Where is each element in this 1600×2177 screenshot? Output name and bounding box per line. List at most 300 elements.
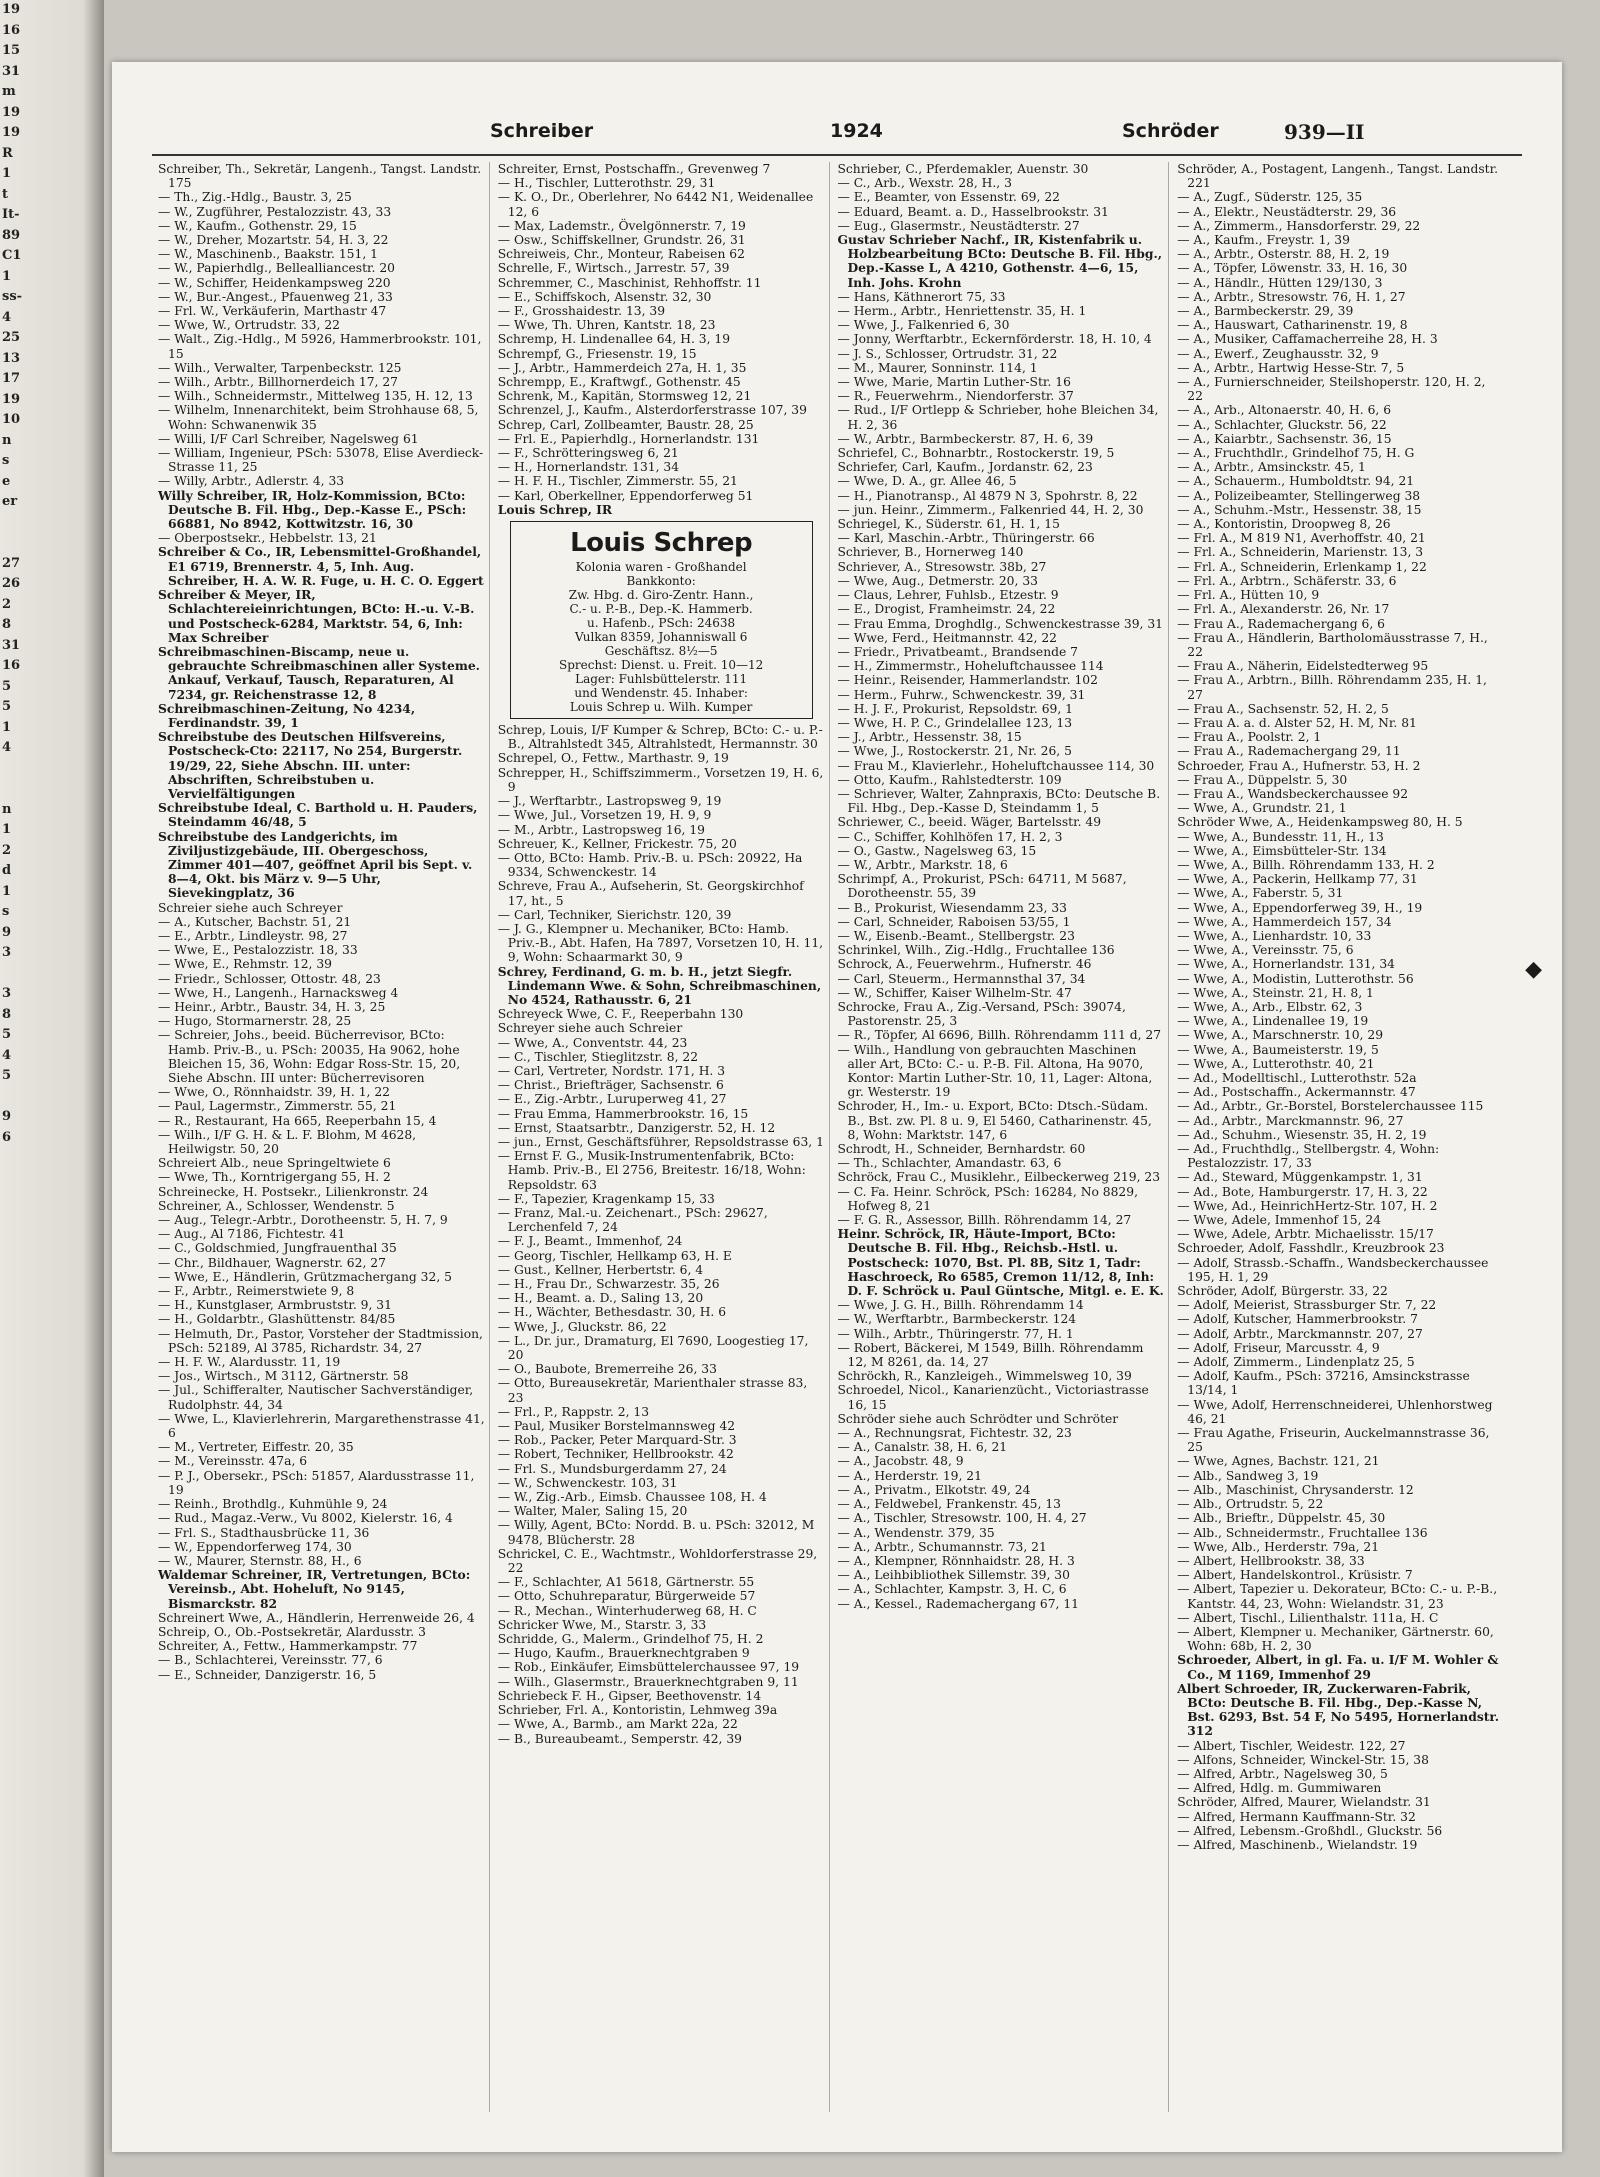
prev-page-fragment: 5 — [2, 1027, 12, 1042]
directory-entry: — J. G., Klempner u. Mechaniker, BCto: Hamb. Priv.-B., Abt. Hafen, Ha 7897, Vorsetzen 10, H. 11, 9, Wohn: Schaarmarkt 30, 9 — [497, 921, 824, 965]
directory-entry: — A., Arbtr., Osterstr. 88, H. 2, 19 — [1177, 247, 1390, 262]
directory-entry: — Wwe, D. A., gr. Allee 46, 5 — [837, 474, 1017, 489]
directory-entry: — C., Arb., Wexstr. 28, H., 3 — [837, 176, 1012, 191]
directory-entry: Schröder, Alfred, Maurer, Wielandstr. 31 — [1177, 1795, 1431, 1810]
directory-entry: — Wwe, E., Pestalozzistr. 18, 33 — [158, 943, 358, 958]
directory-entry: Schricker Wwe, M., Starstr. 3, 33 — [497, 1617, 707, 1632]
directory-entry: — Wwe, J., Rostockerstr. 21, Nr. 26, 5 — [837, 744, 1072, 759]
directory-entry: Schreibmaschinen-Zeitung, No 4234, Ferdinandstr. 39, 1 — [158, 700, 416, 730]
directory-entry: Schrep, Carl, Zollbeamter, Baustr. 28, 25 — [497, 417, 754, 432]
prev-page-fragment: 5 — [2, 1068, 12, 1083]
prev-page-fragment: s — [2, 904, 10, 919]
directory-entry: — K. O., Dr., Oberlehrer, No 6442 N1, Weidenallee 12, 6 — [497, 190, 814, 219]
directory-entry: — A., Arbtr., Hartwig Hesse-Str. 7, 5 — [1177, 360, 1405, 375]
directory-entry: — A., Kaiarbtr., Sachsenstr. 36, 15 — [1177, 431, 1392, 446]
directory-entry: — A., Tischler, Stresowstr. 100, H. 4, 27 — [837, 1511, 1087, 1526]
prev-page-fragment: 9 — [2, 924, 12, 940]
directory-entry: — Frl. A., Hütten 10, 9 — [1177, 588, 1320, 603]
directory-entry: — A., Jacobstr. 48, 9 — [837, 1454, 964, 1469]
directory-entry: — Frl., P., Rappstr. 2, 13 — [497, 1404, 650, 1419]
prev-page-fragment — [0, 964, 104, 985]
directory-entry: — B., Schlachterei, Vereinsstr. 77, 6 — [158, 1653, 383, 1668]
column-4 — [1177, 162, 1508, 2112]
directory-entry: — Ad., Modelltischl., Lutterothstr. 52a — [1177, 1071, 1417, 1085]
directory-entry: — F., Tapezier, Kragenkamp 15, 33 — [497, 1191, 715, 1206]
directory-entry: — Alfons, Schneider, Winckel-Str. 15, 38 — [1177, 1752, 1429, 1767]
advertisement-line: Sprechst: Dienst. u. Freit. 10—12 — [558, 658, 764, 673]
directory-entry: — A., Klempner, Rönnhaidstr. 28, H. 3 — [837, 1553, 1075, 1568]
directory-entry: — Helmuth, Dr., Pastor, Vorsteher der Stadtmission, PSch: 52189, Al 3785, Richardstr. 34, 27 — [158, 1326, 483, 1355]
directory-entry: Schröder Wwe, A., Heidenkampsweg 80, H. 5 — [1177, 815, 1463, 830]
directory-entry: — Christ., Briefträger, Sachsenstr. 6 — [497, 1078, 724, 1093]
prev-page-fragment: 31 — [2, 637, 21, 653]
directory-entry: — Frl. S., Stadthausbrücke 11, 36 — [158, 1525, 370, 1540]
directory-entry: — Wilh., Arbtr., Thüringerstr. 77, H. 1 — [837, 1326, 1074, 1341]
directory-entry: — Ad., Arbtr., Gr.-Borstel, Borstelerchaussee 115 — [1177, 1099, 1484, 1114]
directory-entry: — E., Arbtr., Lindleystr. 98, 27 — [158, 928, 348, 943]
directory-entry: — B., Bureaubeamt., Semperstr. 42, 39 — [497, 1731, 742, 1746]
prev-page-fragment: 9 — [2, 1109, 12, 1124]
directory-entry: — W., Schiffer, Kaiser Wilhelm-Str. 47 — [837, 985, 1072, 1000]
directory-entry: — W., Maschinenb., Baakstr. 151, 1 — [158, 247, 378, 262]
directory-entry: — Frau M., Klavierlehr., Hoheluftchaussee 114, 30 — [837, 758, 1155, 773]
header-year: 1924 — [830, 120, 883, 142]
directory-entry: Schreip, O., Ob.-Postsekretär, Alardusstr. 3 — [158, 1624, 426, 1639]
directory-entry: — Carl, Techniker, Sierichstr. 120, 39 — [497, 907, 732, 922]
directory-entry: — A., Kontoristin, Droopweg 8, 26 — [1177, 517, 1391, 532]
directory-entry: — A., Händlr., Hütten 129/130, 3 — [1177, 275, 1383, 290]
directory-entry: — Wwe, A., Lindenallee 19, 19 — [1177, 1014, 1369, 1029]
directory-entry: — Hugo, Stormarnerstr. 28, 25 — [158, 1014, 352, 1029]
directory-entry: — H. J. F., Prokurist, Repsoldstr. 69, 1 — [837, 701, 1074, 716]
directory-entry: — Alfred, Hdlg. m. Gummiwaren — [1177, 1781, 1382, 1796]
directory-entry: — Wwe, J., Falkenried 6, 30 — [837, 318, 1010, 333]
directory-entry: — Alb., Brieftr., Düppelstr. 45, 30 — [1177, 1511, 1386, 1526]
directory-entry: — Wwe, Adolf, Herrenschneiderei, Uhlenhorstweg 46, 21 — [1177, 1397, 1493, 1426]
directory-entry: — Ad., Fruchthdlg., Stellbergstr. 4, Wohn: Pestalozzistr. 17, 33 — [1177, 1142, 1440, 1171]
directory-entry: Schrelle, F., Wirtsch., Jarrestr. 57, 39 — [497, 261, 730, 276]
directory-entry: — Ad., Steward, Müggenkampstr. 1, 31 — [1177, 1170, 1423, 1185]
directory-entry: — J. S., Schlosser, Ortrudstr. 31, 22 — [837, 346, 1058, 361]
directory-entry: — P. J., Obersekr., PSch: 51857, Alardusstrasse 11, 19 — [158, 1468, 475, 1497]
directory-entry: — Frau Emma, Droghdlg., Schwenckestrasse 39, 31 — [837, 616, 1164, 631]
directory-entry: — Herm., Fuhrw., Schwenckestr. 39, 31 — [837, 687, 1086, 702]
prev-page-fragment — [0, 779, 104, 800]
directory-entry: — Alfred, Maschinenb., Wielandstr. 19 — [1177, 1837, 1418, 1852]
prev-page-fragment: ss- — [2, 289, 23, 304]
directory-entry: — Friedr., Schlosser, Ottostr. 48, 23 — [158, 971, 381, 986]
directory-entry: — Robert, Techniker, Hellbrookstr. 42 — [497, 1447, 734, 1462]
directory-entry: — Wwe, A., Hornerlandstr. 131, 34 — [1177, 957, 1395, 972]
column-1 — [158, 162, 490, 2112]
directory-entry: — Alb., Schneidermstr., Fruchtallee 136 — [1177, 1525, 1428, 1540]
prev-page-fragment: m — [2, 84, 16, 99]
prev-page-fragment: 1 — [2, 268, 12, 284]
directory-entry: Schridde, G., Malerm., Grindelhof 75, H. 2 — [497, 1632, 764, 1647]
directory-entry: — H., Tischler, Lutterothstr. 29, 31 — [497, 176, 716, 191]
advertisement-line: C.- u. P.-B., Dep.-K. Hammerb. — [569, 602, 753, 617]
directory-entry: Schroder, H., Im.- u. Export, BCto: Dtsch.-Südam. B., Bst. zw. Pl. 8 u. 9, El 5460, Catharinenstr. 45, 8, Wohn: Marktstr. 147, 6 — [837, 1099, 1152, 1142]
directory-entry: — M., Maurer, Sonninstr. 114, 1 — [837, 360, 1038, 375]
directory-entry: — Wwe, A., Eimsbütteler-Str. 134 — [1177, 843, 1387, 858]
directory-entry: — Adolf, Strassb.-Schaffn., Wandsbeckerchaussee 195, H. 1, 29 — [1177, 1255, 1489, 1284]
directory-entry: — F. G. R., Assessor, Billh. Röhrendamm 14, 27 — [837, 1213, 1132, 1228]
prev-page-fragment: 5 — [2, 678, 12, 694]
directory-entry: — H., Pianotransp., Al 4879 N 3, Spohrstr. 8, 22 — [837, 488, 1138, 503]
directory-entry: — A., Furnierschneider, Steilshoperstr. 120, H. 2, 22 — [1177, 375, 1486, 404]
directory-entry: — Karl, Oberkellner, Eppendorferweg 51 — [497, 488, 754, 503]
prev-page-fragment: 5 — [2, 699, 12, 714]
directory-entry: — Wwe, A., Packerin, Hellkamp 77, 31 — [1177, 872, 1418, 887]
prev-page-fragment: 6 — [2, 1129, 12, 1145]
directory-entry: — C., Schiffer, Kohlhöfen 17, H. 2, 3 — [837, 829, 1063, 844]
directory-entry: — Wwe, E., Händlerin, Grützmachergang 32, 5 — [158, 1269, 452, 1284]
prev-page-fragment: 3 — [2, 945, 12, 960]
directory-entry: — Wilh., Arbtr., Billhornerdeich 17, 27 — [158, 375, 398, 390]
directory-entry: Schrieber, Frl. A., Kontoristin, Lehmweg 39a — [497, 1703, 778, 1718]
header-last-name: Schröder — [1122, 120, 1219, 142]
directory-entry: — Hans, Käthnerort 75, 33 — [837, 289, 1006, 304]
advertisement-line: Vulkan 8359, Johanniswall 6 — [574, 630, 748, 645]
directory-entry: Schreiber & Co., IR, Lebensmittel-Großhandel, E1 6719, Brennerstr. 4, 5, Inh. Aug. Schreiber, H. A. W. R. Fuge, u. H. C. O. Eggert — [158, 544, 484, 588]
directory-entry: Schriefer, Carl, Kaufm., Jordanstr. 62, 23 — [837, 460, 1093, 475]
prev-page-fragment — [0, 1087, 104, 1108]
directory-entry: — Paul, Lagermstr., Zimmerstr. 55, 21 — [158, 1099, 397, 1114]
directory-entry: — A., Schauerm., Humboldtstr. 94, 21 — [1177, 474, 1415, 489]
directory-entry: Schroeder, Adolf, Fasshdlr., Kreuzbrook 23 — [1177, 1241, 1445, 1256]
directory-entry: — A., Schlachter, Kampstr. 3, H. C, 6 — [837, 1582, 1067, 1597]
directory-entry: — R., Restaurant, Ha 665, Reeperbahn 15, 4 — [158, 1113, 437, 1128]
directory-entry: Schrep, Louis, I/F Kumper & Schrep, BCto: C.- u. P.-B., Altrahlstedt 345, Altrahlstedt, Hermannstr. 30 — [497, 723, 823, 752]
directory-entry: — Wwe, A., Lienhardstr. 10, 33 — [1177, 928, 1372, 943]
directory-entry: — Wwe, J. G. H., Billh. Röhrendamm 14 — [837, 1298, 1084, 1313]
directory-entry: — C., Goldschmied, Jungfrauenthal 35 — [158, 1241, 397, 1256]
directory-entry: — Frau A., Händlerin, Bartholomäusstrasse 7, H., 22 — [1177, 630, 1488, 659]
directory-entry: — A., Elektr., Neustädterstr. 29, 36 — [1177, 204, 1397, 219]
directory-entry: — Carl, Vertreter, Nordstr. 171, H. 3 — [497, 1063, 726, 1078]
directory-entry: — Frau A., Näherin, Eidelstedterweg 95 — [1177, 659, 1429, 674]
directory-entry: — Wwe, A., Eppendorferweg 39, H., 19 — [1177, 900, 1423, 915]
directory-entry: — E., Beamter, von Essenstr. 69, 22 — [837, 190, 1060, 205]
directory-entry: Schreyeck Wwe, C. F., Reeperbahn 130 — [497, 1007, 744, 1022]
directory-entry: — Wwe, Adele, Immenhof 15, 24 — [1177, 1213, 1382, 1228]
directory-entry: — Willi, I/F Carl Schreiber, Nagelsweg 61 — [158, 431, 419, 446]
directory-entry: — E., Schneider, Danzigerstr. 16, 5 — [158, 1667, 377, 1682]
directory-entry: Schreiner, A., Schlosser, Wendenstr. 5 — [158, 1198, 395, 1213]
directory-entry: — Schriever, Walter, Zahnpraxis, BCto: Deutsche B. Fil. Hbg., Dep.-Kasse D, Steindamm 1, 5 — [837, 786, 1161, 816]
directory-entry: — Wwe, O., Rönnhaidstr. 39, H. 1, 22 — [158, 1085, 391, 1100]
directory-entry: — Wwe, A., Bundesstr. 11, H., 13 — [1177, 829, 1384, 844]
directory-entry: — W., Werftarbtr., Barmbeckerstr. 124 — [837, 1312, 1077, 1327]
directory-entry: Schrey, Ferdinand, G. m. b. H., jetzt Siegfr. Lindemann Wwe. & Sohn, Schreibmaschinen, No 4524, Rathausstr. 6, 21 — [497, 963, 822, 1007]
advertisement-line: und Wendenstr. 45. Inhaber: — [574, 686, 748, 701]
directory-entry: — A., Hauswart, Catharinenstr. 19, 8 — [1177, 318, 1408, 333]
directory-entry: — J., Arbtr., Hammerdeich 27a, H. 1, 35 — [497, 360, 747, 375]
directory-entry: — H., Wächter, Bethesdastr. 30, H. 6 — [497, 1305, 727, 1320]
directory-entry: — Wwe, A., Hammerdeich 157, 34 — [1177, 914, 1392, 929]
directory-entry: Albert Schroeder, IR, Zuckerwaren-Fabrik, BCto: Deutsche B. Fil. Hbg., Dep.-Kasse N, Bst. 6293, Bst. 54 F, No 5495, Hornerlandstr. 312 — [1177, 1680, 1500, 1739]
directory-entry: — M., Vertreter, Eiffestr. 20, 35 — [158, 1440, 354, 1455]
directory-entry: — Wilh., Verwalter, Tarpenbeckstr. 125 — [158, 360, 402, 375]
directory-entry: Schreinert Wwe, A., Händlerin, Herrenweide 26, 4 — [158, 1610, 475, 1625]
directory-entry: Schrinkel, Wilh., Zig.-Hdlg., Fruchtallee 136 — [837, 943, 1115, 958]
prev-page-fragment: s — [2, 453, 10, 468]
directory-entry: Heinr. Schröck, IR, Häute-Import, BCto: Deutsche B. Fil. Hbg., Reichsb.-Hstl. u. Postscheck: 1070, Bst. Pl. 8B, Sitz 1, Tadr: Haschroeck, Ro 6585, Cremon 11/12, 8, Inh: D. F. Schröck u. Paul Güntsche, Mitgl. e. E. K. — [837, 1226, 1164, 1299]
directory-entry: — R., Töpfer, Al 6696, Billh. Röhrendamm 111 d, 27 — [837, 1028, 1162, 1043]
directory-entry: Willy Schreiber, IR, Holz-Kommission, BCto: Deutsche B. Fil. Hbg., Dep.-Kasse E., PSch: 66881, No 8942, Kottwitzstr. 16, 30 — [158, 487, 467, 532]
prev-page-fragment: 10 — [2, 412, 21, 427]
directory-entry: — A., Canalstr. 38, H. 6, 21 — [837, 1440, 1008, 1455]
directory-entry: — W., Eppendorferweg 174, 30 — [158, 1539, 352, 1554]
directory-entry: — W., Dreher, Mozartstr. 54, H. 3, 22 — [158, 233, 389, 248]
directory-entry: — Ad., Schuhm., Wiesenstr. 35, H. 2, 19 — [1177, 1127, 1427, 1142]
directory-entry: — Wwe, Th. Uhren, Kantstr. 18, 23 — [497, 318, 716, 333]
directory-entry: — W., Arbtr., Barmbeckerstr. 87, H. 6, 39 — [837, 431, 1094, 446]
directory-entry: — A., Schlachter, Gluckstr. 56, 22 — [1177, 417, 1387, 432]
directory-entry: Schrempf, G., Friesenstr. 19, 15 — [497, 346, 697, 361]
directory-entry: Schriever, B., Hornerweg 140 — [837, 545, 1024, 560]
directory-entry: — W., Kaufm., Gothenstr. 29, 15 — [158, 218, 357, 233]
directory-entry: — William, Ingenieur, PSch: 53078, Elise Averdieck-Strasse 11, 25 — [158, 446, 484, 475]
prev-page-fragment: R — [2, 145, 13, 161]
directory-entry: — H., Zimmermstr., Hoheluftchaussee 114 — [837, 659, 1104, 674]
prev-page-fragment: 13 — [2, 350, 21, 366]
directory-entry: — Alb., Sandweg 3, 19 — [1177, 1468, 1319, 1483]
directory-entry: — Wwe, A., Steinstr. 21, H. 8, 1 — [1177, 985, 1374, 1000]
directory-entry: — Wwe, Adele, Arbtr. Michaelisstr. 15/17 — [1177, 1227, 1434, 1242]
directory-entry: — Wwe, A., Marschnerstr. 10, 29 — [1177, 1028, 1384, 1043]
directory-entry: — Wwe, Jul., Vorsetzen 19, H. 9, 9 — [497, 808, 712, 823]
advertisement-line: Louis Schrep u. Wilh. Kumper — [569, 700, 753, 715]
directory-entry: — A., Arbtr., Schumannstr. 73, 21 — [837, 1539, 1047, 1554]
directory-entry: Schröckh, R., Kanzleigeh., Wimmelsweg 10, 39 — [837, 1369, 1132, 1384]
directory-entry: Gustav Schrieber Nachf., IR, Kistenfabrik u. Holzbearbeitung BCto: Deutsche B. Fil. Hbg., Dep.-Kasse L, A 4210, Gothenstr. 4—6, 15, Inh. Johs. Krohn — [837, 232, 1163, 290]
advertisement-line: Kolonia waren - Großhandel — [575, 560, 747, 575]
directory-entry: — Alfred, Arbtr., Nagelsweg 30, 5 — [1177, 1766, 1388, 1781]
directory-entry: — R., Feuerwehrm., Niendorferstr. 37 — [837, 389, 1074, 404]
directory-entry: — Rob., Packer, Peter Marquard-Str. 3 — [497, 1433, 737, 1448]
directory-entry: — Adolf, Arbtr., Marckmannstr. 207, 27 — [1177, 1326, 1423, 1341]
directory-entry: — W., Schiffer, Heidenkampsweg 220 — [158, 275, 391, 290]
directory-entry: — Rud., Magaz.-Verw., Vu 8002, Kielerstr. 16, 4 — [158, 1511, 453, 1526]
advertisement-line: Lager: Fuhlsbüttelerstr. 111 — [575, 672, 748, 687]
header-rule — [152, 154, 1522, 156]
directory-entry: — A., Herderstr. 19, 21 — [837, 1468, 982, 1483]
directory-entry: — Albert, Hellbrookstr. 38, 33 — [1177, 1553, 1365, 1568]
directory-columns — [158, 162, 1508, 2112]
directory-entry: — Wwe, H. P. C., Grindelallee 123, 13 — [837, 715, 1073, 730]
header-first-name: Schreiber — [490, 120, 594, 142]
directory-entry: — Frl. A., M 819 N1, Averhoffstr. 40, 21 — [1177, 531, 1426, 546]
directory-entry: — A., Privatm., Elkotstr. 49, 24 — [837, 1482, 1031, 1497]
directory-entry: — E., Schiffskoch, Alsenstr. 32, 30 — [497, 289, 712, 304]
directory-entry: — Frl. A., Arbtrn., Schäferstr. 33, 6 — [1177, 573, 1397, 588]
directory-entry: — H. F. H., Tischler, Zimmerstr. 55, 21 — [497, 474, 738, 489]
directory-entry: — Paul, Musiker Borstelmannsweg 42 — [497, 1419, 736, 1434]
directory-entry: — A., Arb., Altonaerstr. 40, H. 6, 6 — [1177, 403, 1392, 418]
directory-entry: — Wilhelm, Innenarchitekt, beim Strohhause 68, 5, Wohn: Schwanenwik 35 — [158, 403, 479, 432]
directory-entry: — Frl. A., Alexanderstr. 26, Nr. 17 — [1177, 602, 1390, 617]
directory-entry: Schreier siehe auch Schreyer — [158, 900, 343, 915]
directory-entry: — Wilh., Schneidermstr., Mittelweg 135, H. 12, 13 — [158, 389, 473, 404]
directory-entry: — W., Bur.-Angest., Pfauenweg 21, 33 — [158, 289, 393, 304]
directory-entry: Schröder siehe auch Schrödter und Schröter — [837, 1411, 1119, 1426]
prev-page-fragment: 8 — [2, 1006, 12, 1022]
directory-entry: — W., Schwenckestr. 103, 31 — [497, 1475, 678, 1490]
prev-page-fragment: 16 — [2, 22, 21, 38]
directory-entry: Schreuer, K., Kellner, Frickestr. 75, 20 — [497, 836, 737, 851]
directory-entry: — H., Beamt. a. D., Saling 13, 20 — [497, 1291, 704, 1306]
directory-entry: — Adolf, Zimmerm., Lindenplatz 25, 5 — [1177, 1355, 1415, 1370]
directory-entry: — A., Rechnungsrat, Fichtestr. 32, 23 — [837, 1426, 1072, 1441]
directory-entry: — Ernst F. G., Musik-Instrumentenfabrik, BCto: Hamb. Priv.-B., El 2756, Breitestr. 16/18, Wohn: Repsoldstr. 63 — [497, 1149, 806, 1192]
directory-entry: — F. J., Beamt., Immenhof, 24 — [497, 1234, 683, 1249]
directory-entry: — A., Fruchthdlr., Grindelhof 75, H. G — [1177, 446, 1415, 461]
directory-entry: — A., Ewerf., Zeughausstr. 32, 9 — [1177, 346, 1379, 361]
directory-entry: Schreyer siehe auch Schreier — [497, 1021, 683, 1036]
directory-entry: Schrocke, Frau A., Zig.-Versand, PSch: 39074, Pastorenstr. 25, 3 — [837, 999, 1126, 1029]
advertisement-line: Geschäftsz. 8½—5 — [604, 644, 718, 659]
prev-page-fragment: 1 — [2, 166, 12, 181]
directory-entry: — A., Feldwebel, Frankenstr. 45, 13 — [837, 1497, 1061, 1512]
margin-mark: ◆ — [1525, 957, 1542, 982]
advertisement-line: Bankkonto: — [626, 574, 696, 589]
advertisement-title: Louis Schrep — [570, 528, 753, 559]
prev-page-fragment: 1 — [2, 822, 12, 837]
directory-entry: — Eug., Glasermstr., Neustädterstr. 27 — [837, 218, 1080, 233]
directory-entry: — Walt., Zig.-Hdlg., M 5926, Hammerbrookstr. 101, 15 — [158, 332, 482, 361]
directory-entry: — Rob., Einkäufer, Eimsbüttelerchaussee 97, 19 — [497, 1660, 800, 1675]
directory-entry: Schreiter, Ernst, Postschaffn., Grevenweg 7 — [497, 162, 771, 176]
directory-entry: — Alfred, Hermann Kauffmann-Str. 32 — [1177, 1809, 1416, 1824]
directory-entry: — W., Arbtr., Markstr. 18, 6 — [837, 857, 1008, 872]
directory-entry: — Wwe, A., Conventstr. 44, 23 — [497, 1035, 688, 1050]
prev-page-fragment: 19 — [2, 125, 21, 140]
prev-page-fragment — [0, 759, 104, 780]
directory-entry: — O., Gastw., Nagelsweg 63, 15 — [837, 843, 1037, 858]
column-3 — [838, 162, 1170, 2112]
directory-entry: — Wwe, Ad., HeinrichHertz-Str. 107, H. 2 — [1177, 1198, 1438, 1213]
prev-page-fragment: 4 — [2, 309, 12, 325]
directory-entry: — Willy, Agent, BCto: Nordd. B. u. PSch: 32012, M 9478, Blücherstr. 28 — [497, 1518, 815, 1547]
directory-entry: — Chr., Bildhauer, Wagnerstr. 62, 27 — [158, 1255, 386, 1270]
directory-entry: — Otto, BCto: Hamb. Priv.-B. u. PSch: 20922, Ha 9334, Schwenckestr. 14 — [497, 850, 803, 880]
directory-entry: — Ad., Bote, Hamburgerstr. 17, H. 3, 22 — [1177, 1184, 1428, 1199]
directory-entry: — Reinh., Brothdlg., Kuhmühle 9, 24 — [158, 1497, 388, 1512]
prev-page-fragment: 19 — [2, 391, 21, 407]
prev-page-fragment: 26 — [2, 576, 21, 591]
page-header — [112, 120, 1562, 156]
directory-entry: Schrickel, C. E., Wachtmstr., Wohldorferstrasse 29, 22 — [497, 1546, 818, 1576]
directory-entry: Schrieber, C., Pferdemakler, Auenstr. 30 — [837, 162, 1089, 176]
directory-entry: — Albert, Tischl., Lilienthalstr. 111a, H. C — [1177, 1610, 1439, 1625]
directory-entry: — Frl. A., Schneiderin, Marienstr. 13, 3 — [1177, 545, 1424, 560]
directory-entry: Schriever, A., Stresowstr. 38b, 27 — [837, 559, 1047, 574]
directory-entry: — jun., Ernst, Geschäftsführer, Repsoldstrasse 63, 1 — [497, 1134, 824, 1149]
directory-entry: — Wwe, W., Ortrudstr. 33, 22 — [158, 318, 340, 333]
prev-page-fragment: 31 — [2, 63, 21, 79]
directory-entry: Schrempp, E., Kraftwgf., Gothenstr. 45 — [497, 375, 741, 390]
directory-entry: Schreiber, Th., Sekretär, Langenh., Tangst. Landstr. 175 — [158, 162, 482, 191]
directory-entry: — A., Wendenstr. 379, 35 — [837, 1525, 995, 1540]
directory-entry: — Th., Zig.-Hdlg., Baustr. 3, 25 — [158, 190, 352, 205]
directory-entry: — Frl. A., Schneiderin, Erlenkamp 1, 22 — [1177, 559, 1427, 574]
directory-entry: — M., Vereinsstr. 47a, 6 — [158, 1454, 308, 1469]
directory-entry: — A., Kaufm., Freystr. 1, 39 — [1177, 233, 1350, 248]
directory-entry: Schröder, Adolf, Bürgerstr. 33, 22 — [1177, 1284, 1388, 1299]
directory-entry: Schreibstube Ideal, C. Barthold u. H. Pauders, Steindamm 46/48, 5 — [158, 800, 478, 830]
directory-entry: Schroedel, Nicol., Kanarienzücht., Victoriastrasse 16, 15 — [837, 1383, 1149, 1412]
directory-entry: — F., Schrötteringsweg 6, 21 — [497, 446, 679, 461]
directory-entry: — Jonny, Werftarbtr., Eckernförderstr. 18, H. 10, 4 — [837, 332, 1152, 347]
directory-entry: Schrenk, M., Kapitän, Stormsweg 12, 21 — [497, 389, 752, 404]
directory-entry: — O., Baubote, Bremerreihe 26, 33 — [497, 1362, 717, 1377]
directory-entry: — Wwe, A., Lutterothstr. 40, 21 — [1177, 1056, 1375, 1071]
directory-entry: — Franz, Mal.-u. Zeichenart., PSch: 29627, Lerchenfeld 7, 24 — [497, 1205, 768, 1235]
directory-entry: — Max, Lademstr., Övelgönnerstr. 7, 19 — [497, 218, 746, 233]
directory-entry: — Wilh., I/F G. H. & L. F. Blohm, M 4628, Heilwigstr. 50, 20 — [158, 1127, 417, 1157]
directory-entry: Schrenzel, J., Kaufm., Alsterdorferstrasse 107, 39 — [497, 403, 807, 418]
directory-entry: — F., Grosshaidestr. 13, 39 — [497, 304, 666, 319]
directory-entry: — Claus, Lehrer, Fuhlsb., Etzestr. 9 — [837, 588, 1059, 603]
directory-entry: — M., Arbtr., Lastropsweg 16, 19 — [497, 822, 706, 837]
directory-entry: — Walter, Maler, Saling 15, 20 — [497, 1504, 688, 1519]
prev-page-fragment: 19 — [2, 2, 21, 17]
prev-page-fragment: 2 — [2, 596, 12, 612]
prev-page-fragment: 2 — [2, 842, 12, 858]
directory-entry: — Jos., Wirtsch., M 3112, Gärtnerstr. 58 — [158, 1369, 409, 1384]
directory-entry: Schrepper, H., Schiffszimmerm., Vorsetzen 19, H. 6, 9 — [497, 765, 824, 794]
directory-entry: — Albert, Klempner u. Mechaniker, Gärtnerstr. 60, Wohn: 68b, H. 2, 30 — [1177, 1624, 1494, 1654]
directory-entry: — Alb., Ortrudstr. 5, 22 — [1177, 1497, 1324, 1512]
prev-page-fragment: 1 — [2, 883, 12, 899]
directory-entry: Schreve, Frau A., Aufseherin, St. Georgskirchhof 17, ht., 5 — [497, 879, 804, 908]
prev-page-fragment: e — [2, 473, 11, 489]
directory-entry: — Heinr., Reisender, Hammerlandstr. 102 — [837, 673, 1098, 688]
directory-entry: — B., Prokurist, Wiesendamm 23, 33 — [837, 900, 1067, 915]
directory-entry: — W., Maurer, Sternstr. 88, H., 6 — [158, 1553, 362, 1568]
directory-entry: — Carl, Schneider, Raboisen 53/55, 1 — [837, 914, 1071, 929]
directory-entry: — Otto, Bureausekretär, Marienthaler strasse 83, 23 — [497, 1376, 808, 1405]
directory-entry: — Wwe, A., Billh. Röhrendamm 133, H. 2 — [1177, 857, 1435, 872]
directory-entry: — Friedr., Privatbeamt., Brandsende 7 — [837, 644, 1078, 659]
directory-entry: — Alb., Maschinist, Chrysanderstr. 12 — [1177, 1482, 1414, 1497]
prev-page-fragment: 15 — [2, 43, 21, 58]
directory-entry: — Wwe, A., Vereinsstr. 75, 6 — [1177, 943, 1354, 958]
directory-entry: — Frau Agathe, Friseurin, Auckelmannstrasse 36, 25 — [1177, 1426, 1490, 1455]
directory-entry: Schriebeck F. H., Gipser, Beethovenstr. 14 — [497, 1688, 762, 1703]
directory-entry: — Willy, Arbtr., Adlerstr. 4, 33 — [158, 474, 345, 489]
directory-entry: Schreiter, A., Fettw., Hammerkampstr. 77 — [158, 1639, 418, 1654]
directory-entry: Schreiber & Meyer, IR, Schlachtereieinrichtungen, BCto: H.-u. V.-B. und Postscheck-6284, Marktstr. 54, 6, Inh: Max Schreiber — [158, 587, 475, 645]
directory-entry: Schrimpf, A., Prokurist, PSch: 64711, M 5687, Dorotheenstr. 55, 39 — [837, 872, 1127, 901]
prev-page-fragment: 3 — [2, 986, 12, 1001]
directory-entry: — Ernst, Staatsarbtr., Danzigerstr. 52, H. 12 — [497, 1120, 776, 1135]
directory-entry: Schreibmaschinen-Biscamp, neue u. gebrauchte Schreibmaschinen aller Systeme. Ankauf, Verkauf, Tausch, Reparaturen, Al 7234, gr. Reichenstrasse 12, 8 — [158, 643, 480, 702]
directory-entry: Louis Schrep, IR — [497, 501, 613, 517]
directory-entry: — Wwe, A., Grundstr. 21, 1 — [1177, 801, 1347, 816]
directory-entry: — Alfred, Lebensm.-Großhdl., Gluckstr. 56 — [1177, 1823, 1443, 1838]
directory-entry: — Wwe, A., Modistin, Lutterothstr. 56 — [1177, 971, 1414, 986]
directory-entry: — Carl, Steuerm., Hermannsthal 37, 34 — [837, 971, 1086, 986]
directory-entry: — Frau A., Düppelstr. 5, 30 — [1177, 772, 1348, 787]
directory-entry: — Wwe, Alb., Herderstr. 79a, 21 — [1177, 1539, 1380, 1554]
directory-entry: — Herm., Arbtr., Henriettenstr. 35, H. 1 — [837, 304, 1087, 319]
directory-entry: — Wwe, J., Gluckstr. 86, 22 — [497, 1319, 667, 1334]
directory-entry: — A., Arbtr., Stresowstr. 76, H. 1, 27 — [1177, 289, 1406, 304]
directory-entry: Schriefel, C., Bohnarbtr., Rostockerstr. 19, 5 — [837, 446, 1115, 461]
directory-entry: — Frau A. a. d. Alster 52, H. M, Nr. 81 — [1177, 715, 1417, 730]
